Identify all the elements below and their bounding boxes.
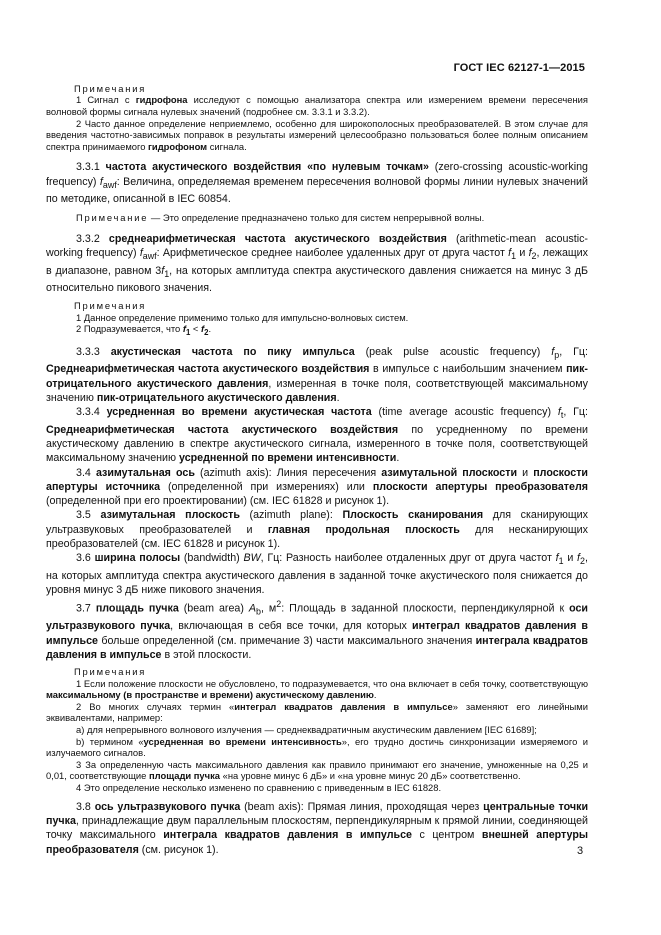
term-definition-3-3-3: 3.3.3 акустическая частота по пику импульса (peak pulse acoustic frequency) $f_p$, Гц: Среднеарифметическая частота акустического воздействия в импульсе с наибольшим значением пик-отрицательного акустического давления, измеренная в точке поля, соответствующей максимальному значению пик-отрицательного акустического давления. (46, 345, 589, 404)
note-item: 1 Сигнал с гидрофона исследуют с помощью анализатора спектра или измерением времени пересечения волновой формы сигнала нулевых значений (подробнее см. 3.3.1 и 3.3.2). (46, 94, 588, 117)
note-subitem: a) для непрерывного волнового излучения — среднеквадратичным акустическим давлением [IEC 61689]; (76, 724, 537, 736)
note-item: 3 За определенную часть максимального давления как правило принимают его значение, умноженные на 0,25 и 0,01, соответствующие площади пучка «на уровне минус 6 дБ» и «на уровне минус 20 дБ» соответственно. (46, 758, 588, 782)
note-item: 2 Часто данное определение неприемлемо, особенно для широкополосных преобразователей. В этом случае для введения частотно-зависимых поправок в результаты измерений целесообразно пользоваться более полным описанием спектра принимаемого гидрофоном сигнала. (46, 117, 588, 152)
note-item: 4 Это определение несколько изменено по сравнению с приведенным в IEC 61828. (76, 782, 442, 794)
note-item: 2 Во многих случаях термин «интеграл квадратов давления в импульсе» заменяют его линейными эквивалентами, например: (46, 700, 588, 724)
term-definition-3-4: 3.4 азимутальная ось (azimuth axis): Линия пересечения азимутальной плоскости и плоскости апертуры источника (определенной при измерениях) или плоскости апертуры преобразователя (определенной при его проектировании) (см. IEC 61828 и рисунок 1). (46, 466, 588, 508)
document-code-header: ГОСТ IEC 62127-1—2015 (453, 62, 585, 74)
note-item: 2 Подразумевается, что $f_1 < f_2$. (76, 323, 212, 338)
term-definition-3-8: 3.8 ось ультразвукового пучка (beam axis): Прямая линия, проходящая через центральные точки пучка, принадлежащие двум параллельным плоскостям, перпендикулярным к прямой линии, соединяющей точку максимального интеграла квадратов давления в импульсе с центром внешней апертуры преобразователя (см. рисунок 1). (46, 800, 589, 856)
term-definition-3-3-4: 3.3.4 усредненная во времени акустическая частота (time average acoustic frequency) $f_t$, Гц: Среднеарифметическая частота акустического воздействия по усредненному по времени акустическому давлению в спектре акустического сигнала, измеренного в точке поля, соответствующей максимальному значению усредненной по времени интенсивности. (46, 406, 588, 465)
page-body (46, 78, 588, 857)
note-subitem: b) термином «усредненная во времени интенсивность», его трудно достичь синхронизации измеряемого и излучаемого сигналов. (46, 735, 588, 759)
note-item: 1 Если положение плоскости не обусловлено, то подразумевается, что она включает в себя точку, соответствующую максимальному (в пространстве и времени) акустическому давлению. (46, 677, 588, 701)
term-definition-3-6: 3.6 ширина полосы (bandwidth) BW, Гц: Разность наиболее отдаленных друг от друга частот $f_1$ и $f_2$, на которых амплитуда спектра акустического давления в заданной точке акустического поля снижается до уровня минус 3 дБ ниже пикового значения. (46, 552, 588, 597)
page-number: 3 (577, 845, 584, 857)
single-note: Примечание — Это определение предназначено только для систем непрерывной волны. (76, 212, 485, 224)
term-definition-3-7: 3.7 площадь пучка (beam area) $A_b$, $м^2$: Площадь в заданной плоскости, перпендикулярной к оси ультразвукового пучка, включающая в себя все точки, для которых интеграл квадратов давления в импульсе больше определенной (см. примечание 3) части максимального значения интеграла квадратов давления в импульсе в этой плоскости. (46, 599, 589, 661)
notes-heading: Примечания (74, 666, 147, 678)
notes-heading: Примечания (74, 300, 147, 312)
term-definition-3-3-2: 3.3.2 среднеарифметическая частота акустического воздействия (arithmetic-mean acoustic-working frequency) $f_{awf}$: Арифметическое среднее наиболее удаленных друг от друга частот $f_1$ и $f_2$, лежащих в диапазоне, равном $3f_1$, на которых амплитуда спектра акустического давления снижается на минус 3 дБ относительно пикового значения. (46, 233, 589, 295)
note-item: 1 Данное определение применимо только для импульсно-волновых систем. (76, 311, 409, 323)
notes-heading: Примечания (74, 83, 147, 94)
term-definition-3-5: 3.5 азимутальная плоскость (azimuth plane): Плоскость сканирования для сканирующих ультразвуковых преобразователей и главная продольная плоскость для несканирующих преобразователей (см. IEC 61828 и рисунок 1). (46, 509, 588, 551)
term-definition-3-3-1: 3.3.1 частота акустического воздействия «по нулевым точкам» (zero-crossing acoustic-working frequency) $f_{awf}$: Величина, определяемая временем пересечения волновой формы линии нулевых значений по методике, описанной в IEC 60854. (46, 161, 588, 206)
